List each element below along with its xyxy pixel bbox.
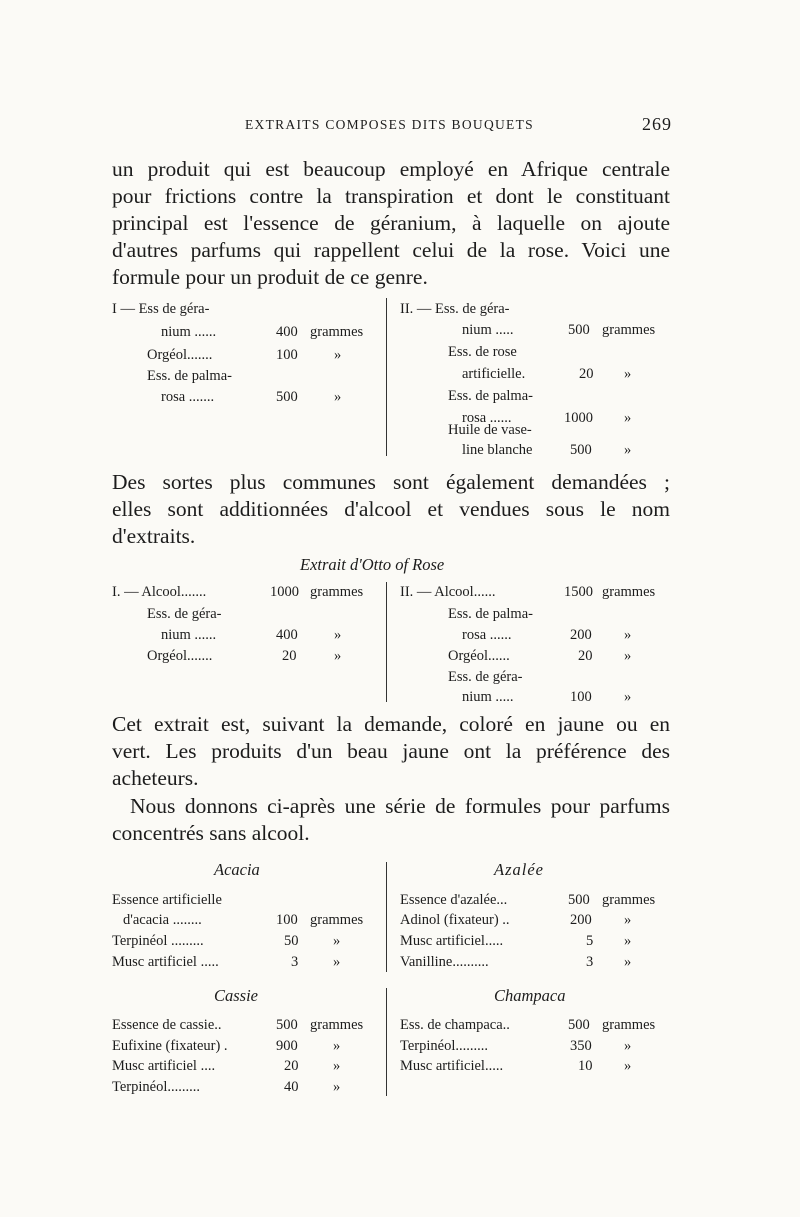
- ingredient-line: Huile de vase-: [448, 422, 532, 438]
- ingredient-line: Musc artificiel ....: [112, 1058, 216, 1074]
- text-line: un produit qui est beaucoup employé en Afrique centrale: [112, 157, 670, 181]
- unit: »: [624, 912, 632, 928]
- ingredient-line: rosa .......: [161, 389, 215, 405]
- text-line: acheteurs.: [112, 766, 199, 790]
- text-line: d'autres parfums qui rappellent celui de la rose. Voici une: [112, 238, 670, 262]
- paragraph-common-sorts: [112, 469, 670, 550]
- text-line: Cet extrait est, suivant la demande, coloré en jaune ou en: [112, 712, 670, 736]
- quantity: 350: [570, 1038, 592, 1054]
- ingredient-line: Ess. de géra-: [448, 669, 523, 685]
- ingredient-line: Essence artificielle: [112, 892, 222, 908]
- unit: »: [333, 954, 341, 970]
- ingredient-line: Ess. de géra-: [147, 606, 222, 622]
- quantity: 500: [568, 892, 590, 908]
- unit: »: [333, 933, 341, 949]
- section-title-champaca: Champaca: [494, 986, 566, 1005]
- ingredient-line: rosa ......: [462, 410, 512, 426]
- ingredient-line: nium .....: [462, 322, 514, 338]
- ingredient-line: Terpinéol .........: [112, 933, 204, 949]
- quantity: 20: [579, 366, 594, 382]
- column-divider: [386, 298, 387, 456]
- ingredient-line: line blanche: [462, 442, 533, 458]
- quantity: 20: [284, 1058, 299, 1074]
- ingredient-line: Orgéol......: [448, 648, 510, 664]
- paragraph-intro: [112, 156, 670, 291]
- ingredient-line: d'acacia ........: [123, 912, 202, 928]
- ingredient-line: Vanilline..........: [400, 954, 489, 970]
- ingredient-line: II. — Alcool......: [400, 584, 496, 600]
- quantity: 500: [568, 1017, 590, 1033]
- unit: grammes: [602, 892, 656, 908]
- ingredient-line: II. — Ess. de géra-: [400, 301, 510, 317]
- unit: grammes: [310, 324, 364, 340]
- ingredient-line: Orgéol.......: [147, 347, 213, 363]
- quantity: 100: [276, 912, 298, 928]
- ingredient-line: Orgéol.......: [147, 648, 213, 664]
- text-line: concentrés sans alcool.: [112, 821, 310, 845]
- quantity: 400: [276, 324, 298, 340]
- unit: »: [333, 1079, 341, 1095]
- unit: »: [333, 1058, 341, 1074]
- ingredient-line: Ess. de palma-: [147, 368, 232, 384]
- unit: grammes: [602, 1017, 656, 1033]
- unit: »: [624, 933, 632, 949]
- quantity: 20: [578, 648, 593, 664]
- quantity: 500: [570, 442, 592, 458]
- quantity: 900: [276, 1038, 298, 1054]
- column-divider: [386, 988, 387, 1096]
- ingredient-line: nium .....: [462, 689, 514, 705]
- section-title-otto: Extrait d'Otto of Rose: [300, 555, 445, 574]
- quantity: 100: [570, 689, 592, 705]
- section-title-azalee: Azalée: [494, 860, 544, 879]
- quantity: 20: [282, 648, 297, 664]
- ingredient-line: I. — Alcool.......: [112, 584, 207, 600]
- quantity: 1500: [564, 584, 593, 600]
- unit: »: [334, 347, 342, 363]
- ingredient-line: Ess. de rose: [448, 344, 517, 360]
- quantity: 500: [276, 389, 298, 405]
- ingredient-line: Adinol (fixateur) ..: [400, 912, 510, 928]
- text-line: principal est l'essence de géranium, à laquelle on ajoute: [112, 211, 670, 235]
- unit: »: [624, 689, 632, 705]
- unit: »: [334, 389, 342, 405]
- ingredient-line: Ess. de palma-: [448, 606, 533, 622]
- running-head: [112, 114, 672, 137]
- unit: grammes: [602, 322, 656, 338]
- quantity: 400: [276, 627, 298, 643]
- text-line: vert. Les produits d'un beau jaune ont la préférence des: [112, 739, 670, 763]
- column-divider: [386, 582, 387, 702]
- quantity: 40: [284, 1079, 299, 1095]
- ingredient-line: Eufixine (fixateur) .: [112, 1038, 228, 1054]
- ingredient-line: Musc artificiel.....: [400, 933, 504, 949]
- ingredient-line: nium ......: [161, 324, 217, 340]
- ingredient-line: Ess. de champaca..: [400, 1017, 510, 1033]
- ingredient-line: Essence d'azalée...: [400, 892, 508, 908]
- quantity: 1000: [270, 584, 299, 600]
- unit: grammes: [602, 584, 656, 600]
- ingredient-line: Musc artificiel.....: [400, 1058, 504, 1074]
- ingredient-line: rosa ......: [462, 627, 512, 643]
- text-line: Nous donnons ci-après une série de formules pour parfums: [130, 794, 670, 818]
- ingredient-line: Musc artificiel .....: [112, 954, 219, 970]
- running-head-title: EXTRAITS COMPOSES DITS BOUQUETS: [245, 117, 534, 132]
- text-line: elles sont additionnées d'alcool et vendues sous le nom: [112, 497, 670, 521]
- section-title-cassie: Cassie: [214, 986, 259, 1005]
- unit: »: [624, 627, 632, 643]
- text-line: formule pour un produit de ce genre.: [112, 265, 428, 289]
- quantity: 1000: [564, 410, 593, 426]
- paragraph-series: [112, 793, 670, 847]
- text-line: Des sortes plus communes sont également demandées ;: [112, 470, 670, 494]
- unit: grammes: [310, 1017, 364, 1033]
- column-divider: [386, 862, 387, 972]
- unit: grammes: [310, 912, 364, 928]
- ingredient-line: Terpinéol.........: [400, 1038, 488, 1054]
- ingredient-line: Essence de cassie..: [112, 1017, 222, 1033]
- quantity: 200: [570, 627, 592, 643]
- quantity: 500: [276, 1017, 298, 1033]
- quantity: 3: [291, 954, 299, 970]
- paragraph-coloring: [112, 711, 670, 792]
- ingredient-line: Ess. de palma-: [448, 388, 533, 404]
- ingredient-line: nium ......: [161, 627, 217, 643]
- quantity: 200: [570, 912, 592, 928]
- unit: »: [334, 627, 342, 643]
- quantity: 500: [568, 322, 590, 338]
- unit: »: [624, 954, 632, 970]
- unit: »: [624, 1058, 632, 1074]
- quantity: 100: [276, 347, 298, 363]
- quantity: 10: [578, 1058, 593, 1074]
- unit: grammes: [310, 584, 364, 600]
- unit: »: [624, 442, 632, 458]
- ingredient-line: Terpinéol.........: [112, 1079, 200, 1095]
- text-line: d'extraits.: [112, 524, 196, 548]
- unit: »: [624, 366, 632, 382]
- quantity: 3: [586, 954, 594, 970]
- text-line: pour frictions contre la transpiration et dont le constituant: [112, 184, 670, 208]
- ingredient-line: I — Ess de géra-: [112, 301, 210, 317]
- section-title-acacia: Acacia: [214, 860, 260, 879]
- unit: »: [334, 648, 342, 664]
- quantity: 50: [284, 933, 299, 949]
- unit: »: [624, 410, 632, 426]
- unit: »: [624, 1038, 632, 1054]
- unit: »: [333, 1038, 341, 1054]
- unit: »: [624, 648, 632, 664]
- page-number: 269: [642, 114, 672, 134]
- ingredient-line: artificielle.: [462, 366, 526, 382]
- quantity: 5: [586, 933, 594, 949]
